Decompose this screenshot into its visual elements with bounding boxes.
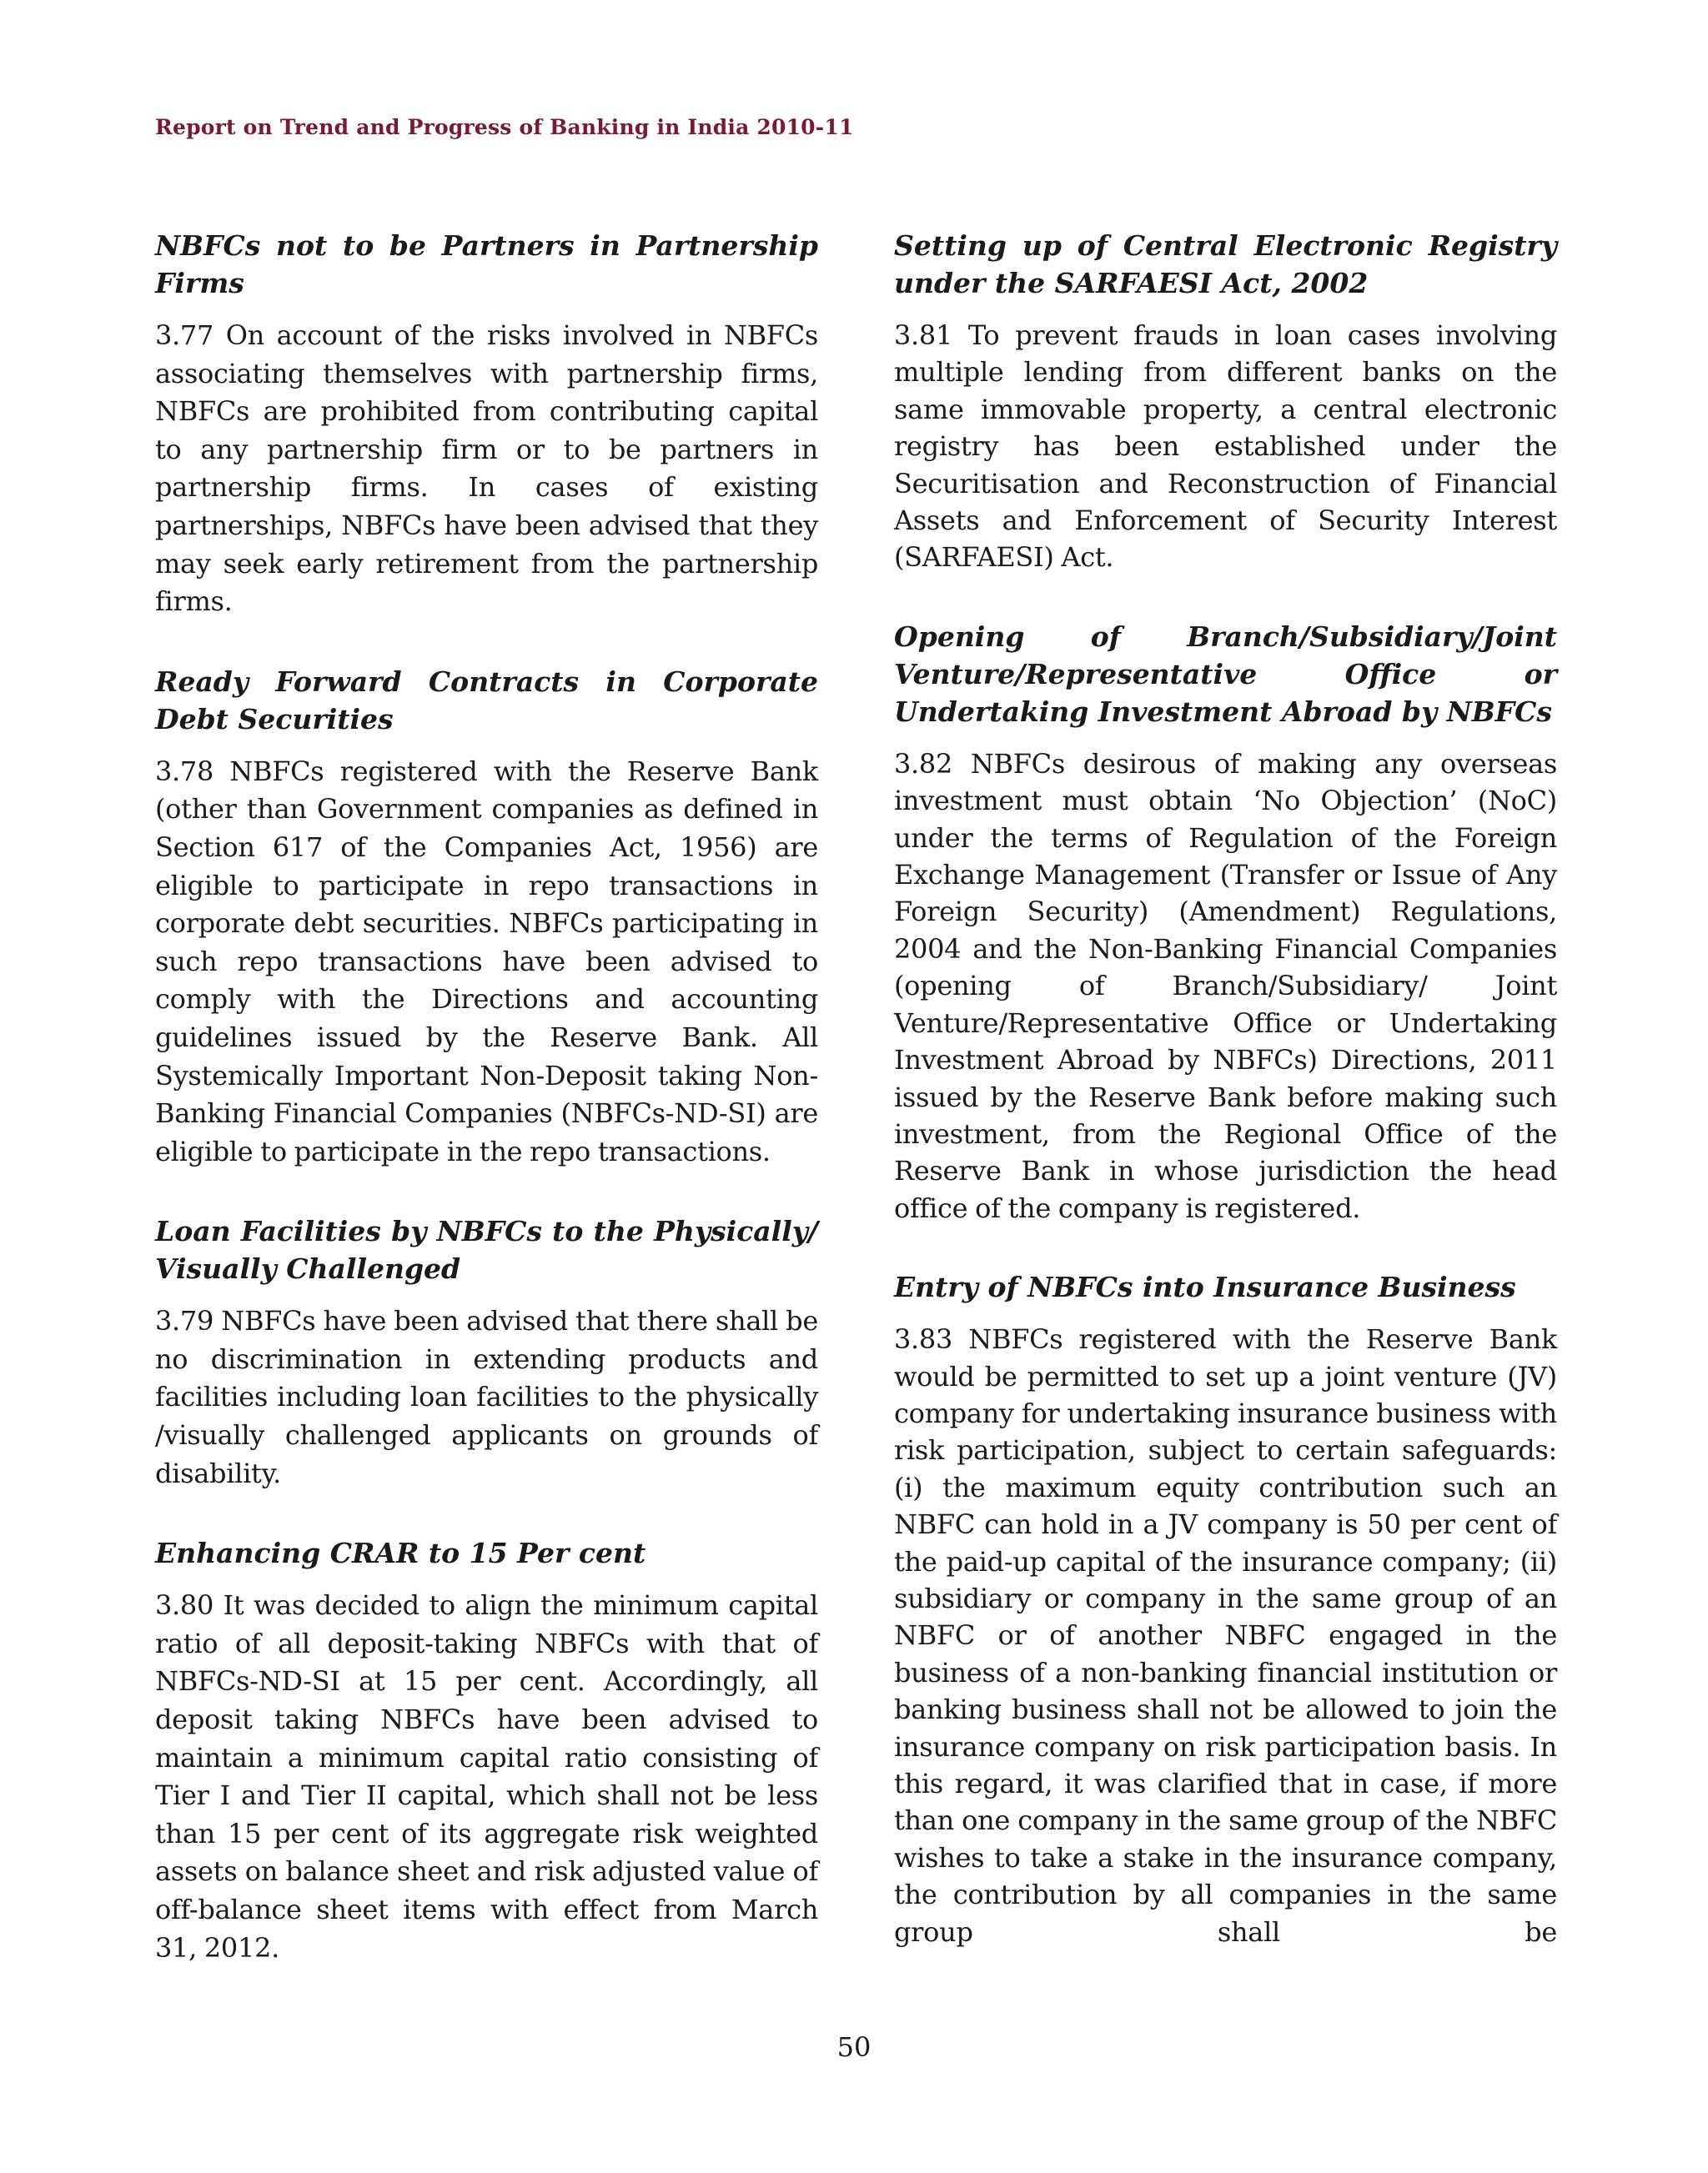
section-paragraph: 3.78 NBFCs registered with the Reserve Bank (other than Government companies as defined in Section 617 of the Companies Act, 1956) are eligible to participate in repo transactions in corporate debt securities. NBFCs participating in such repo transactions have been advised to comply with the Directions and accounting guidelines issued by the Reserve Bank. All Systemically Important Non-Deposit taking Non-Banking Financial Companies (NBFCs-ND-SI) are eligible to participate in the repo transactions.	[155, 755, 818, 1167]
section-paragraph: 3.77 On account of the risks involved in NBFCs associating themselves with partnership firms, NBFCs are prohibited from contributing capital to any partnership firm or to be partners in partnership firms. In cases of existing partnerships, NBFCs have been advised that they may seek early retirement from the partnership firms.	[155, 319, 818, 618]
section-paragraph: 3.83 NBFCs registered with the Reserve Bank would be permitted to set up a joint venture (JV) company for undertaking insurance business with risk participation, subject to certain safeguards: (i) the maximum equity contribution such an NBFC can hold in a JV company is 50 per cent of the paid-up capital of the insurance company; (ii) subsidiary or company in the same group of an NBFC or of another NBFC engaged in the business of a non-banking financial institution or banking business shall not be allowed to join the insurance company on risk participation basis. In this regard, it was clarified that in case, if more than one company in the same group of the NBFC wishes to take a stake in the insurance company, the contribution by all companies in the same group shall be	[894, 1323, 1557, 1948]
right-column	[894, 227, 1557, 1950]
section-heading: Opening of Branch/Subsidiary/Joint Venture/Representative Office or Undertaking Investment Abroad by NBFCs	[894, 620, 1557, 728]
section-heading: NBFCs not to be Partners in Partnership Firms	[155, 229, 818, 299]
section-heading: Ready Forward Contracts in Corporate Debt Securities	[155, 665, 818, 735]
section-heading: Entry of NBFCs into Insurance Business	[894, 1271, 1516, 1304]
section-heading: Enhancing CRAR to 15 Per cent	[155, 1537, 646, 1570]
section-paragraph: 3.79 NBFCs have been advised that there shall be no discrimination in extending products and facilities including loan facilities to the physically /visually challenged applicants on grounds of disability.	[155, 1305, 818, 1489]
running-header-title: Report on Trend and Progress of Banking in India 2010-11	[155, 115, 854, 139]
left-column	[155, 227, 818, 1967]
section-paragraph: 3.80 It was decided to align the minimum capital ratio of all deposit-taking NBFCs with that of NBFCs-ND-SI at 15 per cent. Accordingly, all deposit taking NBFCs have been advised to maintain a minimum capital ratio consisting of Tier I and Tier II capital, which shall not be less than 15 per cent of its aggregate risk weighted assets on balance sheet and risk adjusted value of off-balance sheet items with effect from March 31, 2012.	[155, 1589, 818, 1964]
section-heading: Loan Facilities by NBFCs to the Physically/ Visually Challenged	[155, 1215, 818, 1286]
page-number: 50	[836, 2031, 872, 2063]
section-paragraph: 3.82 NBFCs desirous of making any overseas investment must obtain ‘No Objection’ (NoC) under the terms of Regulation of the Foreign Exchange Management (Transfer or Issue of Any Foreign Security) (Amendment) Regulations, 2004 and the Non-Banking Financial Companies (opening of Branch/Subsidiary/ Joint Venture/Representative Office or Undertaking Investment Abroad by NBFCs) Directions, 2011 issued by the Reserve Bank before making such investment, from the Regional Office of the Reserve Bank in whose jurisdiction the head office of the company is registered.	[894, 747, 1557, 1224]
section-heading: Setting up of Central Electronic Registry under the SARFAESI Act, 2002	[894, 229, 1557, 299]
section-paragraph: 3.81 To prevent frauds in loan cases involving multiple lending from different banks on the same immovable property, a central electronic registry has been established under the Securitisation and Reconstruction of Financial Assets and Enforcement of Security Interest (SARFAESI) Act.	[894, 319, 1557, 574]
